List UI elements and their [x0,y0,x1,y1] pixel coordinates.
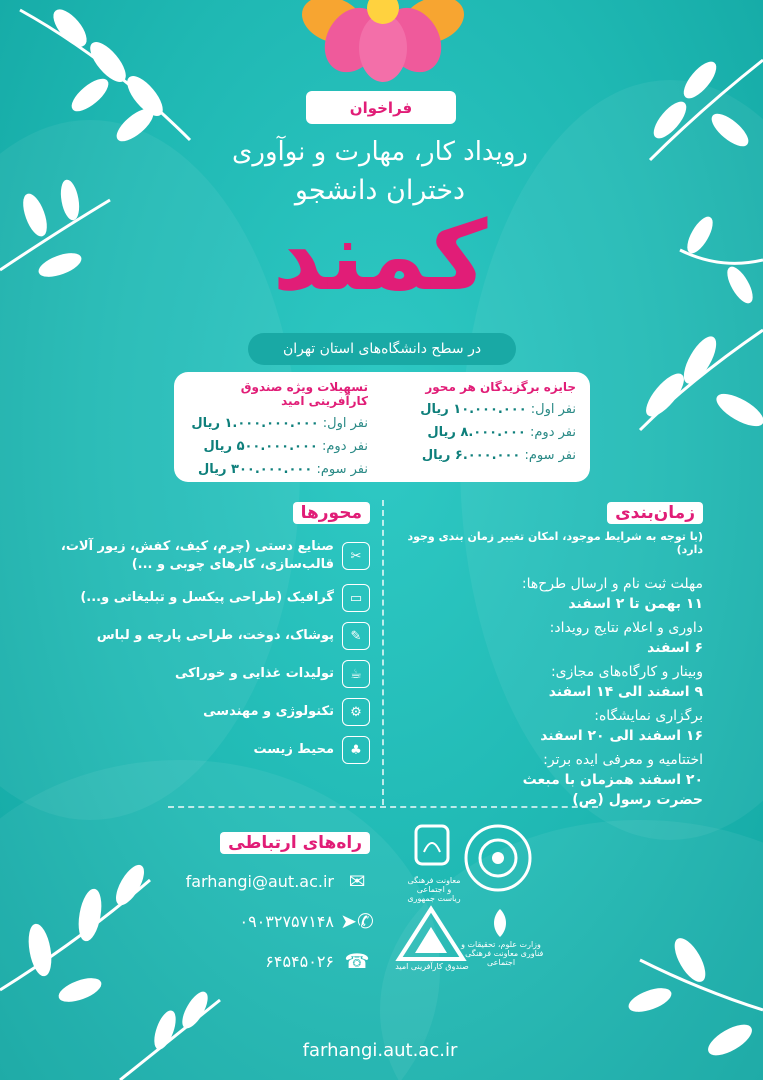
website-link[interactable]: farhangi.aut.ac.ir [302,1040,458,1061]
level-pill: در سطح دانشگاه‌های استان تهران [248,333,516,365]
presidency-logo-label: معاونت فرهنگی و اجتماعی ریاست جمهوری [407,876,461,903]
contact-phone[interactable]: ۶۴۵۴۵۰۲۶ ☎ [265,949,370,973]
schedule-title: زمان‌بندی [607,502,703,524]
schedule-item: مهلت ثبت نام و ارسال طرح‌ها: ۱۱ بهمن تا ۲ اسفند [521,576,703,612]
axis-prizes-title: جایزه برگزیدگان هر محور [425,380,576,394]
divider-vertical [382,500,384,805]
schedule-item: برگزاری نمایشگاه: ۱۶ اسفند الی ۲۰ اسفند [540,708,703,744]
plant-icon: ♣ [342,736,370,764]
title-line-2: دختران دانشجو [294,175,466,206]
schedule-note: (با توجه به شرایط موجود، امکان تغییر زمان بندی وجود دارد) [407,530,703,556]
contact-title: راه‌های ارتباطی [220,832,370,854]
schedule-section [398,502,703,810]
schedule-item: داوری و اعلام نتایج رویداد: ۶ اسفند [549,620,703,656]
ministry-logo-label: وزارت علوم، تحقیقات و فناوری معاونت فرهنگی و اجتماعی [458,940,544,967]
food-icon: ☕ [342,660,370,688]
schedule-item: اختتامیه و معرفی ایده برتر: ۲۰ اسفند همزمان با مبعث حضرت رسول (ص) [522,752,703,808]
prize-row: نفر اول: ۱۰.۰۰۰.۰۰۰ ریال [420,402,576,417]
craft-icon: ✂ [342,542,370,570]
iran-emblem-icon [482,905,518,941]
prize-row: نفر سوم: ۶.۰۰۰.۰۰۰ ریال [421,448,576,463]
prize-row: نفر سوم: ۳۰۰.۰۰۰.۰۰۰ ریال [197,462,368,477]
prize-row: نفر اول: ۱.۰۰۰.۰۰۰.۰۰۰ ریال [191,416,368,431]
axis-item: ♣ محیط زیست [60,736,370,764]
fund-facilities [178,380,368,481]
call-badge: فراخوان [306,91,456,124]
title-line-1: رویداد کار، مهارت و نوآوری [232,137,528,167]
sewing-icon: ✎ [342,622,370,650]
axes-section [60,502,370,764]
university-logo-icon [458,818,538,898]
contact-mobile[interactable]: ۰۹۰۳۲۷۵۷۱۴۸ ➤✆ [239,909,374,933]
telegram-whatsapp-icon: ➤✆ [340,909,374,933]
axis-item: ☕ تولیدات غذایی و خوراکی [60,660,370,688]
axes-title: محورها [293,502,370,524]
axis-item: ▭ گرافیک (طراحی پیکسل و تبلیغاتی و...) [60,584,370,612]
flower-icon [298,0,468,90]
phone-icon: ☎ [344,949,370,973]
graphic-icon: ▭ [342,584,370,612]
fund-facilities-title: تسهیلات ویژه صندوق کارآفرینی امید [240,380,368,408]
prize-panel [174,372,590,482]
axis-item: ⚙ تکنولوژی و مهندسی [60,698,370,726]
axis-item: ✎ پوشاک، دوخت، طراحی پارچه و لباس [60,622,370,650]
prize-row: نفر دوم: ۸.۰۰۰.۰۰۰ ریال [427,425,576,440]
contact-section [170,832,374,974]
axis-item: ✂ صنایع دستی (چرم، کیف، کفش، زیور آلات، قالب‌سازی، کارهای چوبی و ...) [60,538,370,574]
email-icon: ✉ [348,869,366,893]
brand-title: کمند [272,200,488,312]
axis-prizes [386,380,576,467]
gear-icon: ⚙ [342,698,370,726]
schedule-item: وبینار و کارگاه‌های مجازی: ۹ اسفند الی ۱۴ اسفند [548,664,703,700]
presidency-logo-icon [410,822,454,876]
prize-row: نفر دوم: ۵۰۰.۰۰۰.۰۰۰ ریال [203,439,368,454]
omid-fund-logo-label: صندوق کارآفرینی امید [395,962,469,971]
contact-email[interactable]: farhangi@aut.ac.ir ✉ [170,868,370,894]
